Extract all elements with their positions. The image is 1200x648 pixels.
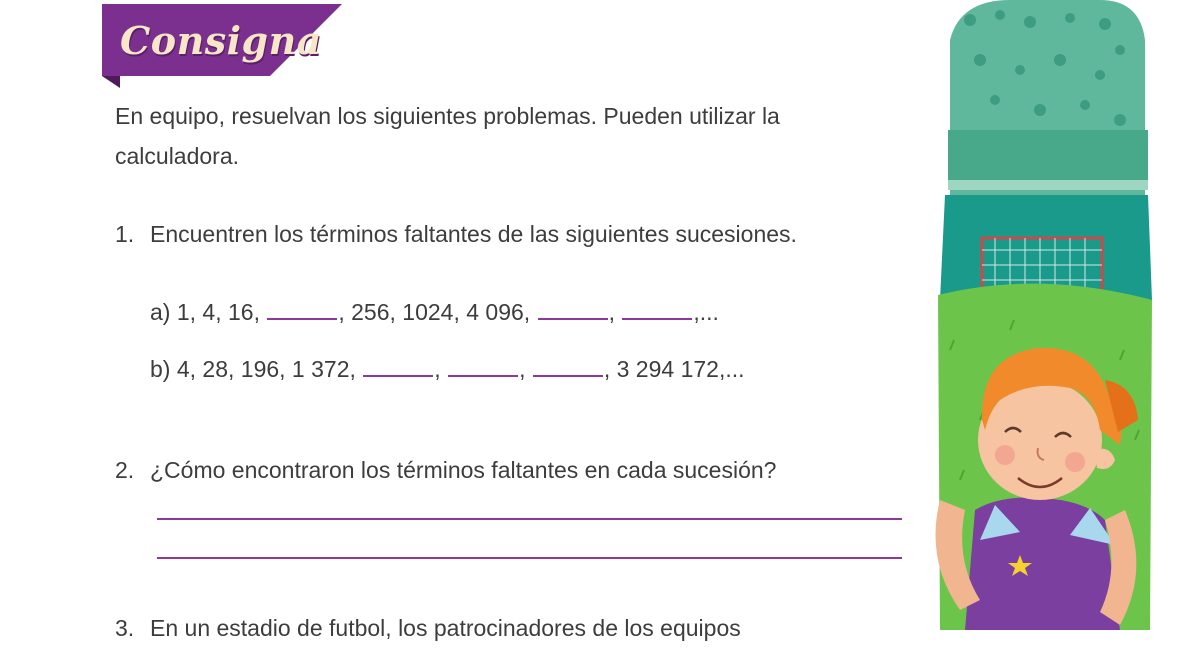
soccer-boy-illustration [920, 0, 1160, 630]
answer-blank[interactable] [363, 357, 433, 377]
question-3 [115, 608, 905, 648]
question-text: ¿Cómo encontraron los términos faltantes en cada sucesión? [150, 457, 777, 483]
banner-title: Consigna [120, 18, 322, 63]
answer-blank[interactable] [538, 300, 608, 320]
answer-line[interactable] [157, 518, 902, 520]
sequence-b-part: , [434, 356, 448, 382]
sequence-a-part: , [608, 299, 622, 325]
sequence-a-part: a) 1, 4, 16, [150, 299, 267, 325]
sequence-a-part: , 256, 1024, 4 096, [338, 299, 537, 325]
answer-blank[interactable] [622, 300, 692, 320]
instructions-text: En equipo, resuelvan los siguientes problemas. Pueden utilizar la calculadora. [115, 103, 780, 169]
answer-blank[interactable] [448, 357, 518, 377]
question-2 [115, 450, 905, 490]
sequence-b-part: , 3 294 172,... [603, 356, 745, 382]
sequence-b-part: b) 4, 28, 196, 1 372, [150, 356, 363, 382]
question-1 [115, 214, 905, 254]
answer-blank[interactable] [267, 300, 337, 320]
question-text: Encuentren los términos faltantes de las siguientes sucesiones. [150, 221, 797, 247]
sequence-a [150, 292, 719, 332]
sequence-b [150, 349, 745, 389]
question-text: En un estadio de futbol, los patrocinadores de los equipos [150, 615, 741, 641]
section-banner [102, 4, 342, 88]
question-number: 3. [115, 615, 135, 641]
question-number: 2. [115, 457, 135, 483]
question-number: 1. [115, 221, 135, 247]
answer-blank[interactable] [533, 357, 603, 377]
answer-line[interactable] [157, 557, 902, 559]
sequence-a-part: ,... [693, 299, 719, 325]
sequence-b-part: , [519, 356, 532, 382]
